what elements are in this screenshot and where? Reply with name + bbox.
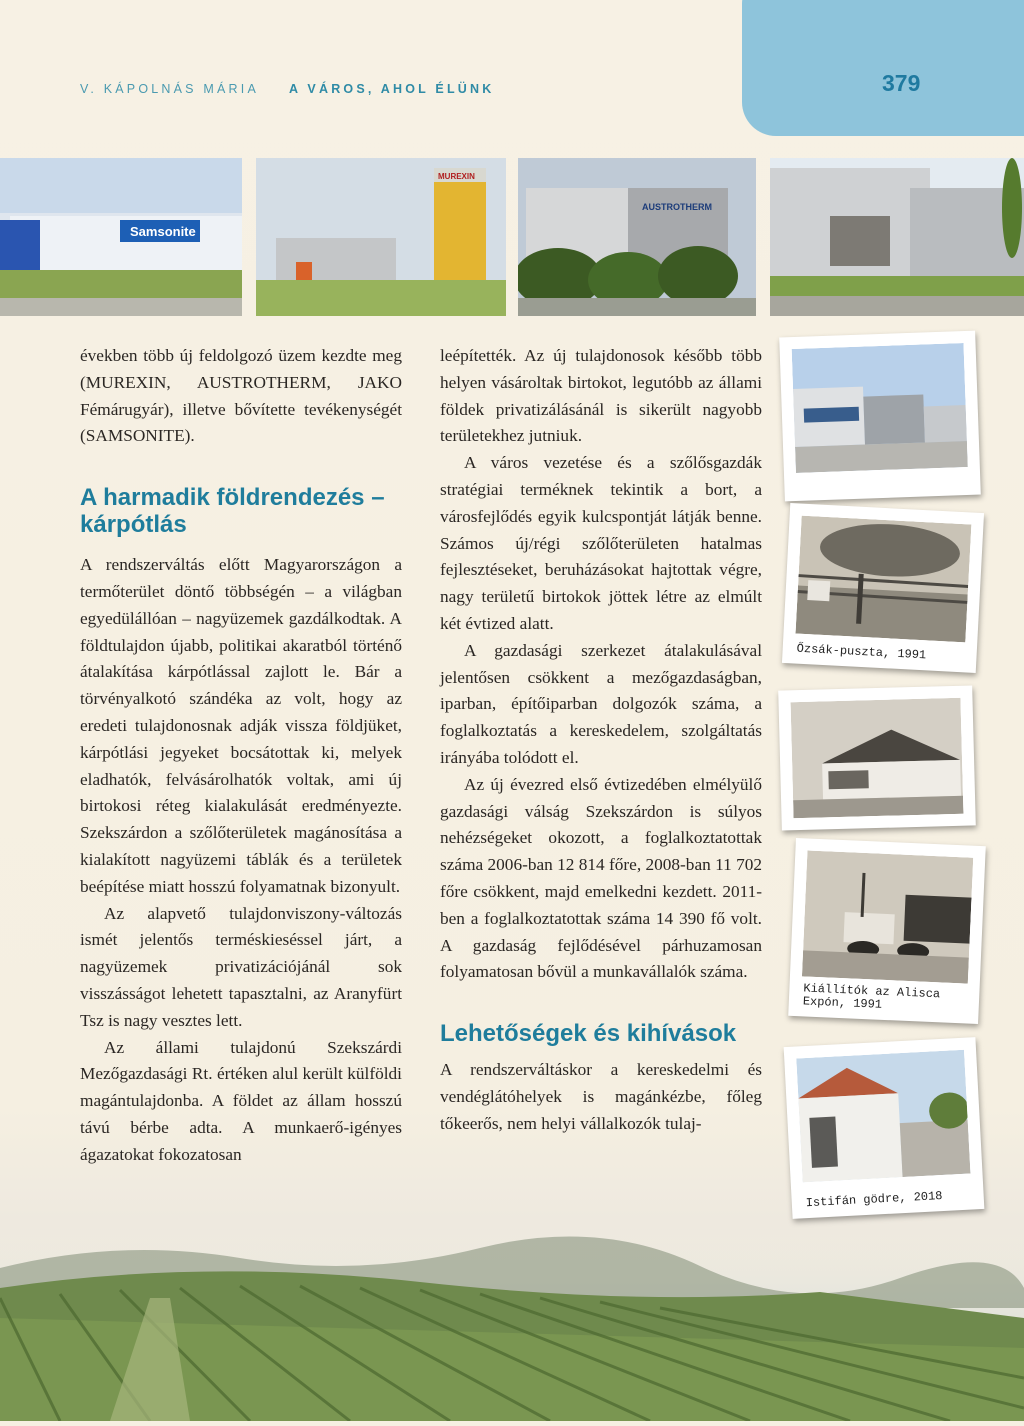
industrial-buildings-photo — [770, 158, 1024, 316]
left-paragraph-1: években több új feldolgozó üzem kezdte meg (MUREXIN, AUSTROTHERM, JAKO Fémárugyár), illetve bővítette tevékenységét (SAMSONITE). — [80, 346, 402, 446]
polaroid-photo-4 — [788, 838, 986, 1024]
austrotherm-plant-photo — [518, 158, 756, 316]
left-paragraph-2: A rendszerváltás előtt Magyarországon a termőterület döntő többségén – a világban egyedülállóan – nagyüzemek gazdálkodtak. A földtulajdon újabb, politikai akaratból történő átalakítása kárpótlással zajlott le. Bár a törvényalkotó szándéka az volt, hogy az eredeti tulajdonosnak adják vissza földjüket, kárpótlási jegyeket bocsátottak ki, melyek eladhatók, felvásárolhatók voltak, ami új birtokosi réteg kialakulását eredményezte. Szekszárdon a szőlőterületek magánosítása a kialakított nagyüzemi táblák és a területek beépítése miatt hosszú folyamatnak bizonyult. — [80, 555, 402, 896]
right-paragraph-1: leépítették. Az új tulajdonosok később több helyen vásároltak birtokot, legutóbb az állami földek privatizálásánál is sikerült nagyobb területekhez jutniuk. — [440, 346, 762, 446]
polaroid-caption-4: Kiállítók az Alisca Expón, 1991 — [802, 981, 941, 1012]
polaroid-photo-3 — [778, 685, 976, 830]
running-header-author: V. KÁPOLNÁS MÁRIA — [80, 82, 259, 96]
polaroid-photo-1 — [779, 331, 981, 502]
polaroid-photo-2 — [782, 503, 984, 673]
polaroid-image-1 — [792, 343, 968, 473]
polaroid-image-3 — [791, 698, 964, 818]
polaroid-image-4 — [802, 850, 973, 983]
polaroid-caption-5: Istifán gödre, 2018 — [805, 1189, 943, 1211]
polaroid-image-2 — [795, 516, 971, 643]
austrotherm-sign-text: AUSTROTHERM — [642, 202, 712, 212]
running-header-title: A VÁROS, AHOL ÉLÜNK — [289, 82, 495, 96]
right-paragraph-2: A város vezetése és a szőlősgazdák stratégiai terméknek tekintik a bort, a városfejlődés egyik kulcspontját látják benne. Számos új/régi szőlőterületen hatalmas fejlesztéseket, beruházásokat hajtottak végre, nagy területű birtokok jöttek létre az elmúlt két évtized alatt. — [440, 453, 762, 633]
murexin-plant-photo — [256, 158, 506, 316]
vineyard-landscape-photo — [0, 1228, 1024, 1421]
samsonite-factory-photo — [0, 158, 242, 316]
polaroid-caption-2: Őzsák-puszta, 1991 — [796, 641, 927, 663]
right-paragraph-3: A gazdasági szerkezet átalakulásával jelentősen csökkent a mezőgazdaságban, iparban, építőiparban dolgozók száma, a foglalkoztatás a kereskedelem, szolgáltatás irányába tolódott el. — [440, 640, 762, 767]
right-paragraph-5: A rendszerváltáskor a kereskedelmi és vendéglátóhelyek is magánkézbe, főleg tőkeerős, nem helyi vállalkozók tulaj- — [440, 1060, 762, 1133]
left-paragraph-4: Az állami tulajdonú Szekszárdi Mezőgazdasági Rt. értéken alul került külföldi magántulajdonba. A földet az állam hosszú távú bérbe adta. A munkaerő-igényes ágazatokat fokozatosan — [80, 1037, 402, 1164]
section-heading-karpotlas: A harmadik földrendezés – kárpótlás — [80, 484, 385, 539]
right-paragraph-4: Az új évezred első évtizedében elmélyülő gazdasági válság Szekszárdon is súlyos nehézségeket okozott, a foglalkoztatottak száma 2006-ban 12 814 főre, 2008-ban 11 702 főre csökkent, majd emelkedni kezdett. 2011-ben a foglalkoztatottak száma 14 390 fő volt. A gazdaság fejlődésével párhuzamosan folyamatosan bővül a munkavállalók száma. — [440, 774, 762, 982]
left-paragraph-3: Az alapvető tulajdonviszony-változás ismét jelentős terméskieséssel járt, a nagyüzemek privatizációjánál sok visszásságot lehetett tapasztalni, az Aranyfürt Tsz is nagy vesztes lett. — [80, 903, 402, 1030]
page-number: 379 — [882, 70, 921, 96]
section-heading-lehetosegek: Lehetőségek és kihívások — [440, 1020, 737, 1048]
left-text-column — [80, 343, 402, 1169]
polaroid-photo-5 — [784, 1037, 985, 1219]
polaroid-image-5 — [796, 1050, 970, 1183]
murexin-sign-text: MUREXIN — [438, 172, 475, 181]
page-number-tab — [742, 0, 1024, 136]
samsonite-sign-text: Samsonite — [130, 224, 196, 239]
right-text-column — [440, 343, 762, 1138]
